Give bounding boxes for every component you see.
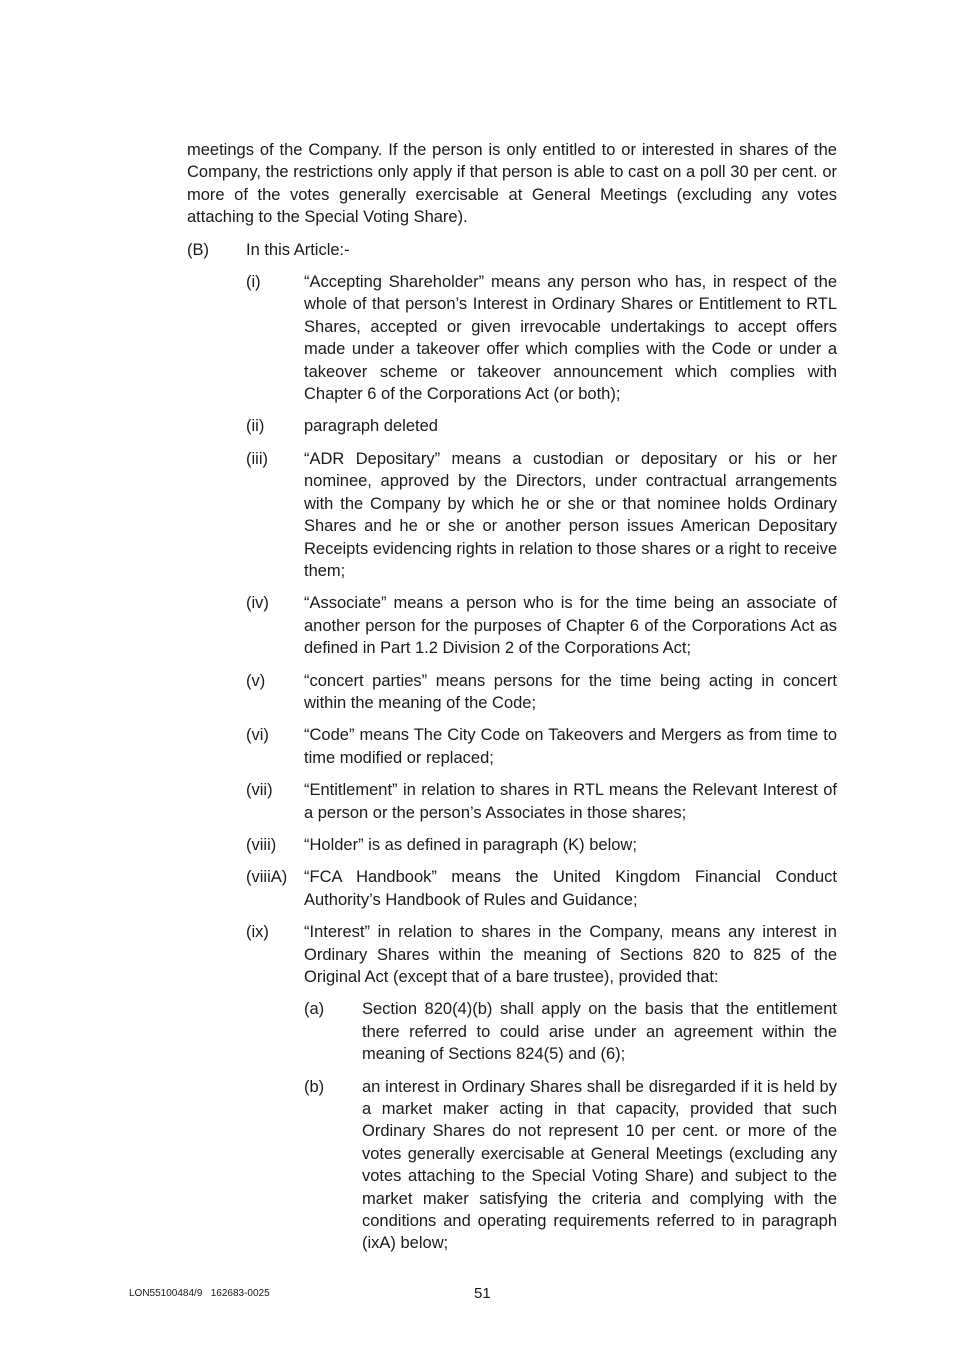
- item-text: “Code” means The City Code on Takeovers and Mergers as from time to time modified or replaced;: [304, 726, 837, 767]
- section-label: (B): [187, 240, 209, 259]
- item-text: “Associate” means a person who is for the time being an associate of another person for the purposes of Chapter 6 of the Corporations Act as defined in Part 1.2 Division 2 of the Corporations Act;: [304, 594, 837, 658]
- item-text: “Accepting Shareholder” means any person who has, in respect of the whole of that person’s Interest in Ordinary Shares or Entitlement to RTL Shares, accepted or given irrevocable undertakings to accept offers made under a takeover offer which complies with the Code or under a takeover scheme or takeover announcement which complies with Chapter 6 of the Corporations Act (or both);: [304, 273, 837, 404]
- item-label: (viiiA): [246, 868, 288, 887]
- item-label: (viii): [246, 835, 277, 854]
- document-reference: LON55100484/9 162683-0025: [129, 1288, 270, 1299]
- item-text: “Entitlement” in relation to shares in RTL means the Relevant Interest of a person or the person’s Associates in those shares;: [304, 781, 837, 822]
- item-label: (ix): [246, 923, 269, 942]
- item-label: (iv): [246, 594, 269, 613]
- item-label: (v): [246, 671, 266, 690]
- item-text: “ADR Depositary” means a custodian or depositary or his or her nominee, approved by the Directors, under contractual arrangements with the Company by which he or she or that nominee holds Ordinary Shares and he or she or another person issues American Depositary Receipts evidencing rights in relation to those shares or a right to receive them;: [304, 449, 837, 580]
- sub-item: [304, 998, 837, 1065]
- sub-item: [304, 1076, 837, 1255]
- sub-item-label: (a): [304, 1000, 325, 1019]
- sub-item-label: (b): [304, 1077, 325, 1096]
- definition-item: [246, 592, 837, 659]
- definition-item: [246, 866, 837, 911]
- sub-item-text: an interest in Ordinary Shares shall be disregarded if it is held by a market maker acting in that capacity, provided that such Ordinary Shares do not represent 10 per cent. or more of the votes generally exercisable at General Meetings (excluding any votes attaching to the Special Voting Share) and subject to the market maker satisfying the criteria and complying with the conditions and operating requirements referred to in paragraph (ixA) below;: [362, 1077, 837, 1253]
- sub-item-text: Section 820(4)(b) shall apply on the basis that the entitlement there referred to could arise under an agreement within the meaning of Sections 824(5) and (6);: [362, 1000, 837, 1064]
- item-text: “concert parties” means persons for the time being acting in concert within the meaning of the Code;: [304, 671, 837, 712]
- definition-item: [246, 834, 837, 856]
- item-text: “Holder” is as defined in paragraph (K) below;: [304, 835, 637, 854]
- item-text: “Interest” in relation to shares in the Company, means any interest in Ordinary Shares within the meaning of Sections 820 to 825 of the Original Act (except that of a bare trustee), provided that:: [304, 923, 837, 986]
- definition-item: [246, 724, 837, 769]
- item-label: (vi): [246, 726, 269, 745]
- section-heading: [187, 239, 837, 261]
- item-label: (i): [246, 273, 261, 292]
- page-body: [187, 139, 837, 1255]
- intro-paragraph: meetings of the Company. If the person is only entitled to or interested in shares of the Company, the restrictions only apply if that person is able to cast on a poll 30 per cent. or more of the votes generally exercisable at General Meetings (excluding any votes attaching to the Special Voting Share).: [187, 141, 837, 227]
- definition-item: [246, 448, 837, 582]
- definition-item: [246, 779, 837, 824]
- item-label: (iii): [246, 449, 268, 468]
- item-text: “FCA Handbook” means the United Kingdom Financial Conduct Authority’s Handbook of Rules and Guidance;: [304, 868, 837, 909]
- definition-item: [246, 921, 837, 988]
- definition-item: [246, 415, 837, 437]
- definition-item: [246, 271, 837, 405]
- item-label: (ii): [246, 417, 265, 436]
- definition-item: [246, 670, 837, 715]
- item-label: (vii): [246, 781, 273, 800]
- page-number: 51: [474, 1285, 491, 1302]
- section-title: In this Article:-: [246, 240, 350, 259]
- item-text: paragraph deleted: [304, 417, 438, 436]
